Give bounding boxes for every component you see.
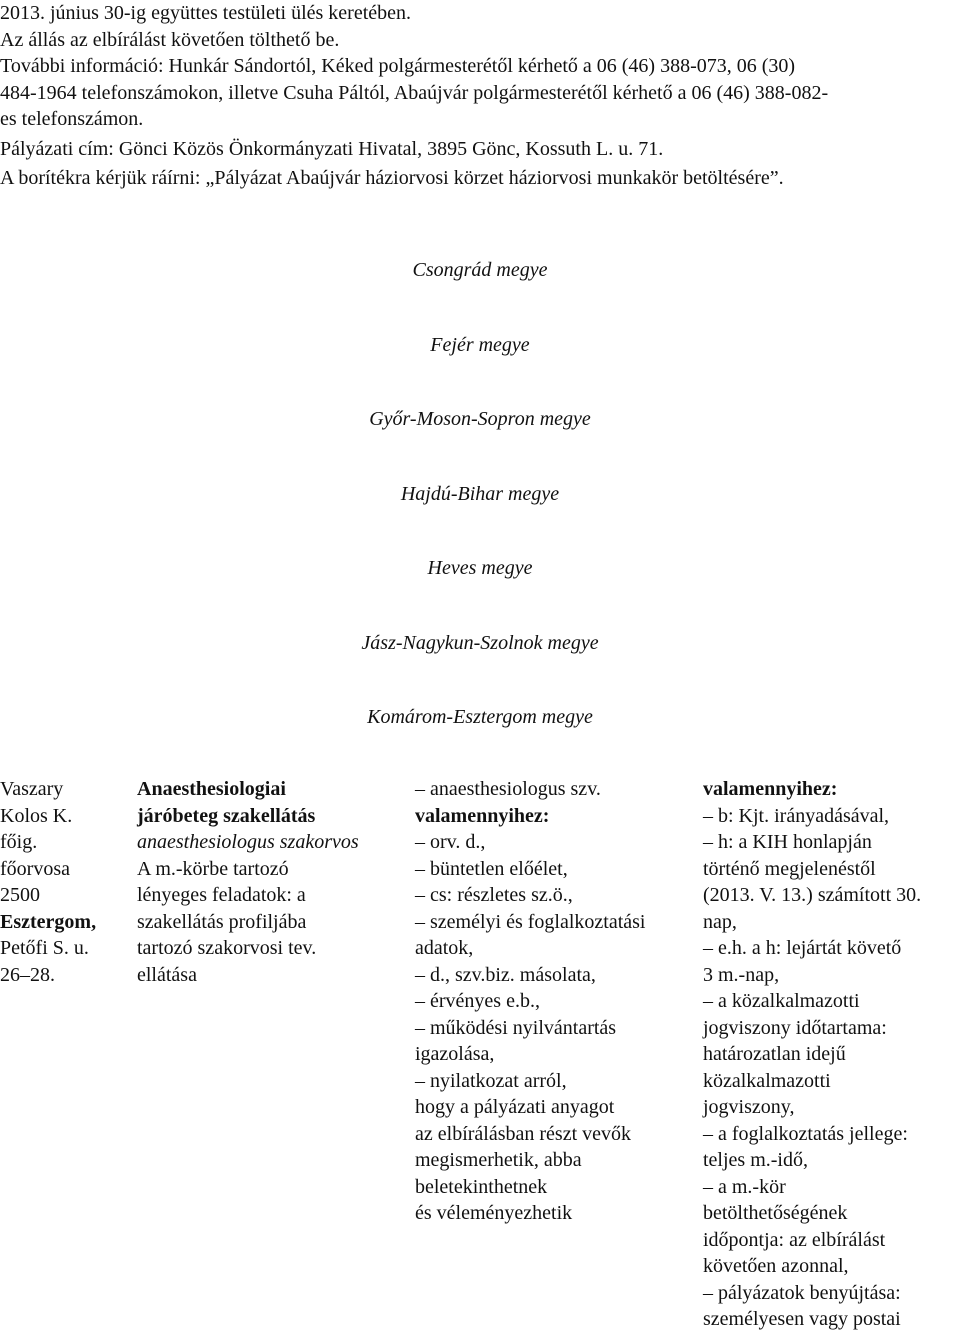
intro-line: 484-1964 telefonszámokon, illetve Csuha Páltól, Abaújvár polgármesterétől kérhető a 06 (46) 388-082-	[0, 81, 829, 104]
condition-line: – e.h. a h: lejártát követő	[703, 937, 902, 959]
employer-city: Esztergom,	[0, 910, 97, 933]
intro-line: es telefonszámon.	[0, 108, 144, 130]
requirement-line: az elbírálásban részt vevők	[415, 1122, 632, 1145]
county-heading: Komárom-Esztergom megye	[367, 706, 593, 728]
condition-line: – a foglalkoztatás jellege:	[703, 1122, 908, 1145]
requirements-heading: valamennyihez:	[415, 804, 550, 827]
position-title-line: Anaesthesiologiai	[137, 778, 286, 800]
employer-address-line: 26–28.	[0, 963, 55, 986]
requirement-line: hogy a pályázati anyagot	[415, 1096, 615, 1118]
employer-line: 2500	[0, 884, 40, 906]
county-heading: Fejér megye	[430, 333, 530, 356]
position-title-line: járóbeteg szakellátás	[137, 804, 316, 827]
requirement-line: – személyi és foglalkoztatási	[415, 910, 646, 933]
condition-line: betölthetőségének	[703, 1202, 848, 1224]
requirement-line: és véleményezhetik	[415, 1202, 573, 1224]
county-heading: Győr-Moson-Sopron megye	[369, 408, 591, 430]
condition-line: – b: Kjt. irányadásával,	[703, 804, 890, 827]
employer-line: Vaszary	[0, 778, 64, 800]
requirement-line: – nyilatkozat arról,	[415, 1069, 567, 1092]
intro-line: Az állás az elbírálást követően tölthető be.	[0, 28, 340, 51]
county-list	[0, 257, 960, 779]
employer-line: főig.	[0, 831, 38, 853]
employer-line: Kolos K.	[0, 804, 73, 827]
requirement-line: – érvényes e.b.,	[415, 990, 540, 1012]
county-heading: Csongrád megye	[412, 259, 548, 281]
requirement-line: – orv. d.,	[415, 831, 486, 853]
position-role: anaesthesiologus szakorvos	[137, 831, 359, 853]
condition-line: (2013. V. 13.) számított 30.	[703, 884, 922, 906]
condition-line: nap,	[703, 910, 737, 933]
requirement-line: – büntetlen előélet,	[415, 857, 568, 880]
intro-line: A borítékra kérjük ráírni: „Pályázat Abaújvár háziorvosi körzet háziorvosi munkakör betöltésére”.	[0, 167, 784, 189]
condition-line: követően azonnal,	[703, 1255, 849, 1277]
position-description-line: tartozó szakorvosi tev.	[137, 937, 317, 959]
requirement-line: adatok,	[415, 937, 474, 959]
condition-line: jogviszony időtartama:	[703, 1016, 887, 1039]
requirement-line: – anaesthesiologus szv.	[415, 778, 601, 800]
requirement-line: – d., szv.biz. másolata,	[415, 963, 596, 986]
employer-column	[0, 776, 125, 988]
position-description-line: lényeges feladatok: a	[137, 884, 306, 906]
position-description-line: ellátása	[137, 963, 197, 986]
county-heading: Hajdú-Bihar megye	[400, 482, 560, 505]
condition-line: időpontja: az elbírálást	[703, 1228, 886, 1251]
employer-line: főorvosa	[0, 857, 70, 880]
requirement-line: beletekinthetnek	[415, 1175, 548, 1198]
condition-line: történő megjelenéstől	[703, 857, 876, 880]
requirement-line: igazolása,	[415, 1043, 495, 1065]
condition-line: – a m.-kör	[703, 1175, 786, 1198]
intro-line: További információ: Hunkár Sándortól, Kéked polgármesterétől kérhető a 06 (46) 388-073, 06 (30)	[0, 55, 796, 77]
county-heading: Jász-Nagykun-Szolnok megye	[361, 631, 599, 654]
requirement-line: megismerhetik, abba	[415, 1149, 582, 1171]
condition-line: jogviszony,	[703, 1096, 795, 1118]
condition-line: határozatlan idejű	[703, 1043, 846, 1065]
condition-line: – pályázatok benyújtása:	[703, 1281, 901, 1304]
county-heading: Heves megye	[427, 557, 533, 579]
requirement-line: – cs: részletes sz.ö.,	[415, 884, 573, 906]
intro-text	[0, 0, 958, 192]
requirements-column	[415, 776, 695, 1227]
position-column	[137, 776, 402, 988]
position-description-line: A m.-körbe tartozó	[137, 857, 289, 880]
condition-line: közalkalmazotti	[703, 1069, 831, 1092]
condition-line: teljes m.-idő,	[703, 1149, 808, 1171]
requirement-line: – működési nyilvántartás	[415, 1016, 617, 1039]
employer-address-line: Petőfi S. u.	[0, 937, 89, 959]
conditions-heading: valamennyihez:	[703, 778, 838, 800]
condition-line: – a közalkalmazotti	[703, 990, 860, 1012]
position-description-line: szakellátás profiljába	[137, 910, 307, 933]
intro-line: 2013. június 30-ig együttes testületi ülés keretében.	[0, 2, 412, 24]
intro-line: Pályázati cím: Gönci Közös Önkormányzati Hivatal, 3895 Gönc, Kossuth L. u. 71.	[0, 137, 664, 160]
conditions-column	[703, 776, 960, 1333]
condition-line: – h: a KIH honlapján	[703, 831, 872, 853]
condition-line: 3 m.-nap,	[703, 963, 780, 986]
condition-line: személyesen vagy postai	[703, 1308, 901, 1330]
